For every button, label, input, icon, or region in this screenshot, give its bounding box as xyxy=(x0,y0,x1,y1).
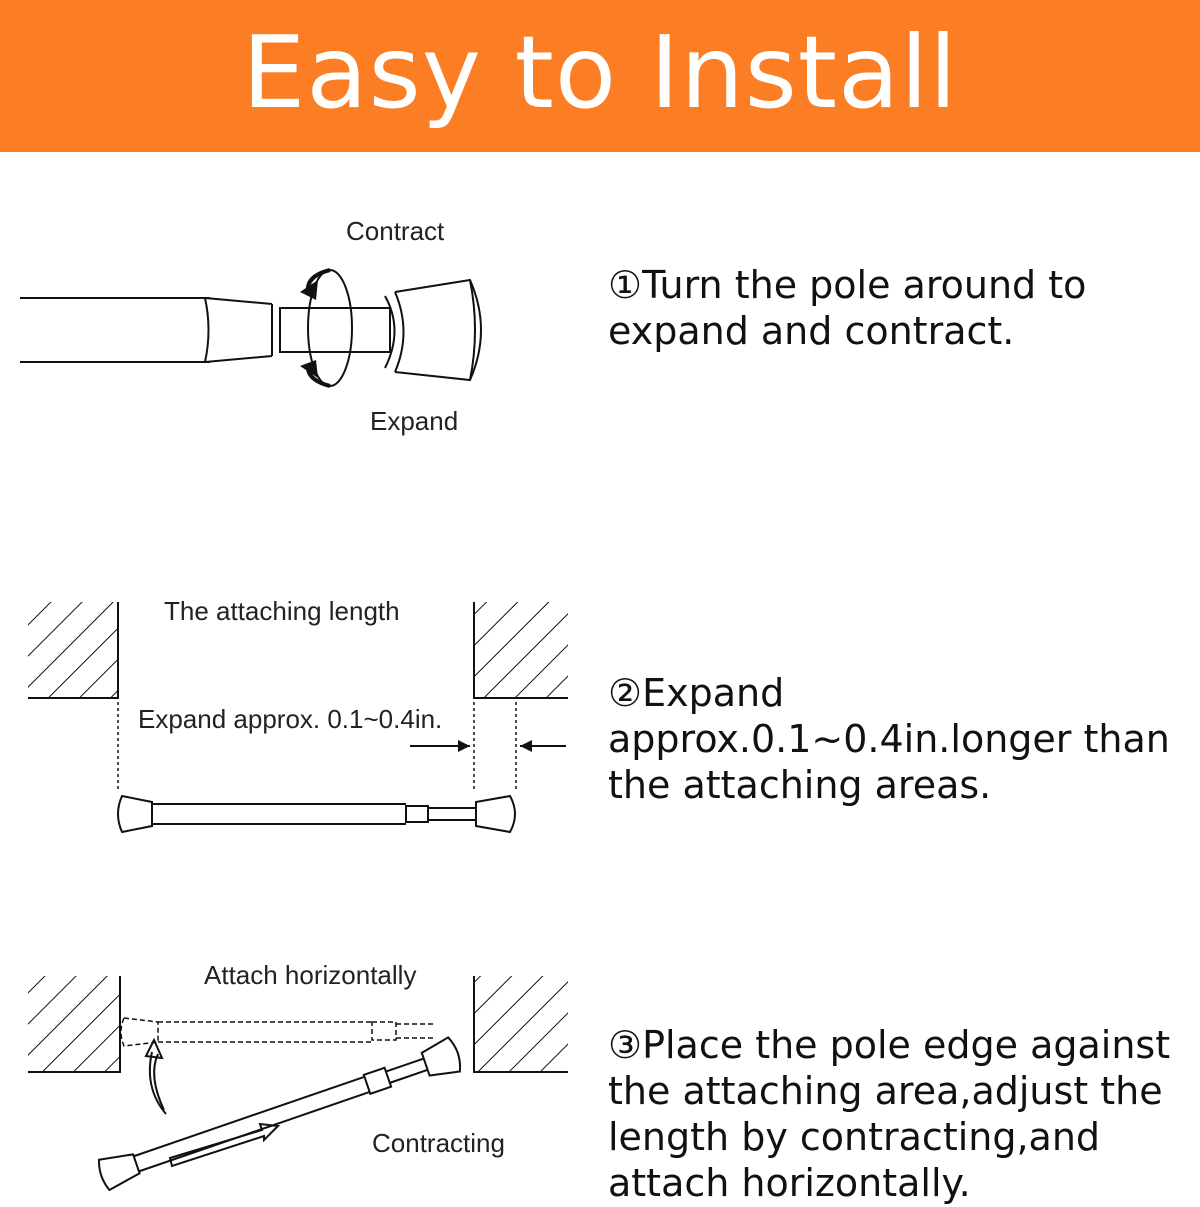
expand-approx-label: Expand approx. 0.1~0.4in. xyxy=(138,704,443,734)
step1-diagram xyxy=(0,200,600,460)
step1-text: Turn the pole around to expand and contract. xyxy=(608,263,1087,353)
attach-horizontally-illustration xyxy=(0,958,600,1198)
expand-label: Expand xyxy=(370,406,459,436)
attaching-length-label: The attaching length xyxy=(164,596,400,626)
step2-number: ② xyxy=(608,671,643,715)
attach-horizontally-label: Attach horizontally xyxy=(204,960,417,990)
step3-text: Place the pole edge against the attaching area,adjust the length by contracting,and attach horizontally. xyxy=(608,1023,1171,1205)
step3-instruction xyxy=(608,1022,1188,1206)
contracting-label: Contracting xyxy=(372,1128,505,1158)
pole-rotation-illustration xyxy=(0,200,600,460)
step1-instruction xyxy=(608,262,1188,354)
step2-text: Expand approx.0.1~0.4in.longer than the attaching areas. xyxy=(608,671,1170,807)
step2-diagram xyxy=(0,590,600,850)
step3-number: ③ xyxy=(608,1023,643,1067)
page-title: Easy to Install xyxy=(242,14,958,131)
step3-diagram xyxy=(0,958,600,1198)
step2-instruction xyxy=(608,670,1188,808)
step1-number: ① xyxy=(608,263,643,307)
contract-label: Contract xyxy=(346,216,445,246)
header-banner xyxy=(0,0,1200,152)
